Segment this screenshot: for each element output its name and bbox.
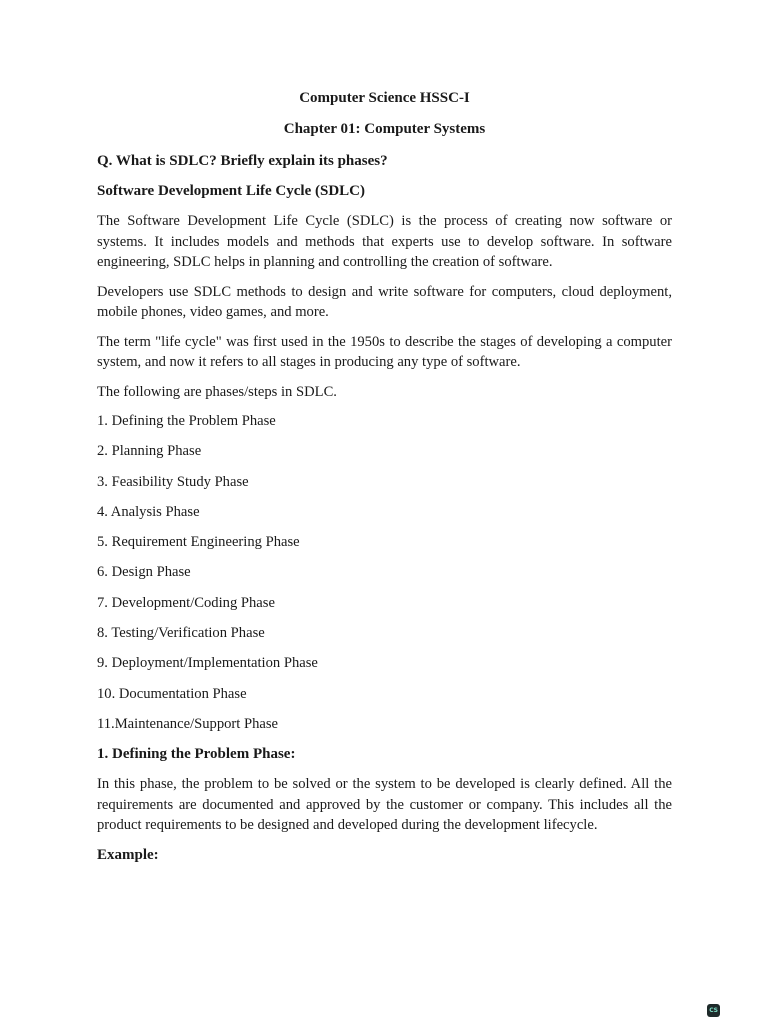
history-paragraph: The term "life cycle" was first used in the 1950s to describe the stages of developing a computer system, and now it refers to all stages in producing any type of software. bbox=[97, 333, 672, 370]
list-item: 8. Testing/Verification Phase bbox=[97, 625, 265, 642]
list-item: 2. Planning Phase bbox=[97, 443, 202, 460]
document-page bbox=[97, 88, 672, 875]
list-item: 9. Deployment/Implementation Phase bbox=[97, 655, 318, 672]
chapter-title: Chapter 01: Computer Systems bbox=[283, 121, 486, 137]
section-heading: Software Development Life Cycle (SDLC) bbox=[97, 183, 366, 199]
camscanner-logo-icon bbox=[707, 1004, 720, 1017]
phase1-heading: 1. Defining the Problem Phase: bbox=[97, 746, 296, 763]
list-item: 11.Maintenance/Support Phase bbox=[97, 715, 279, 732]
list-item: 5. Requirement Engineering Phase bbox=[97, 534, 300, 551]
usage-paragraph: Developers use SDLC methods to design and write software for computers, cloud deployment, mobile phones, video games, and more. bbox=[97, 283, 672, 320]
list-item: 3. Feasibility Study Phase bbox=[97, 473, 249, 490]
intro-paragraph: The Software Development Life Cycle (SDLC) is the process of creating now software or systems. It includes models and methods that experts use to develop software. In software engineering, SDLC helps in planning and controlling the creation of software. bbox=[97, 213, 672, 270]
phase1-paragraph: In this phase, the problem to be solved or the system to be developed is clearly defined. All the requirements are documented and approved by the customer or company. This includes all the product requirements to be designed and developed during the development lifecycle. bbox=[97, 776, 672, 834]
list-item: 1. Defining the Problem Phase bbox=[97, 413, 276, 429]
question-heading: Q. What is SDLC? Briefly explain its phases? bbox=[97, 153, 388, 169]
logo-text: CS bbox=[709, 1006, 718, 1014]
list-item: 10. Documentation Phase bbox=[97, 685, 247, 702]
example-label: Example: bbox=[97, 846, 159, 863]
list-item: 6. Design Phase bbox=[97, 564, 191, 581]
subject-title: Computer Science HSSC-I bbox=[299, 90, 470, 106]
list-item: 7. Development/Coding Phase bbox=[97, 594, 275, 611]
phase-list bbox=[97, 411, 672, 734]
list-item: 4. Analysis Phase bbox=[97, 503, 200, 520]
phases-intro-paragraph: The following are phases/steps in SDLC. bbox=[97, 383, 337, 400]
